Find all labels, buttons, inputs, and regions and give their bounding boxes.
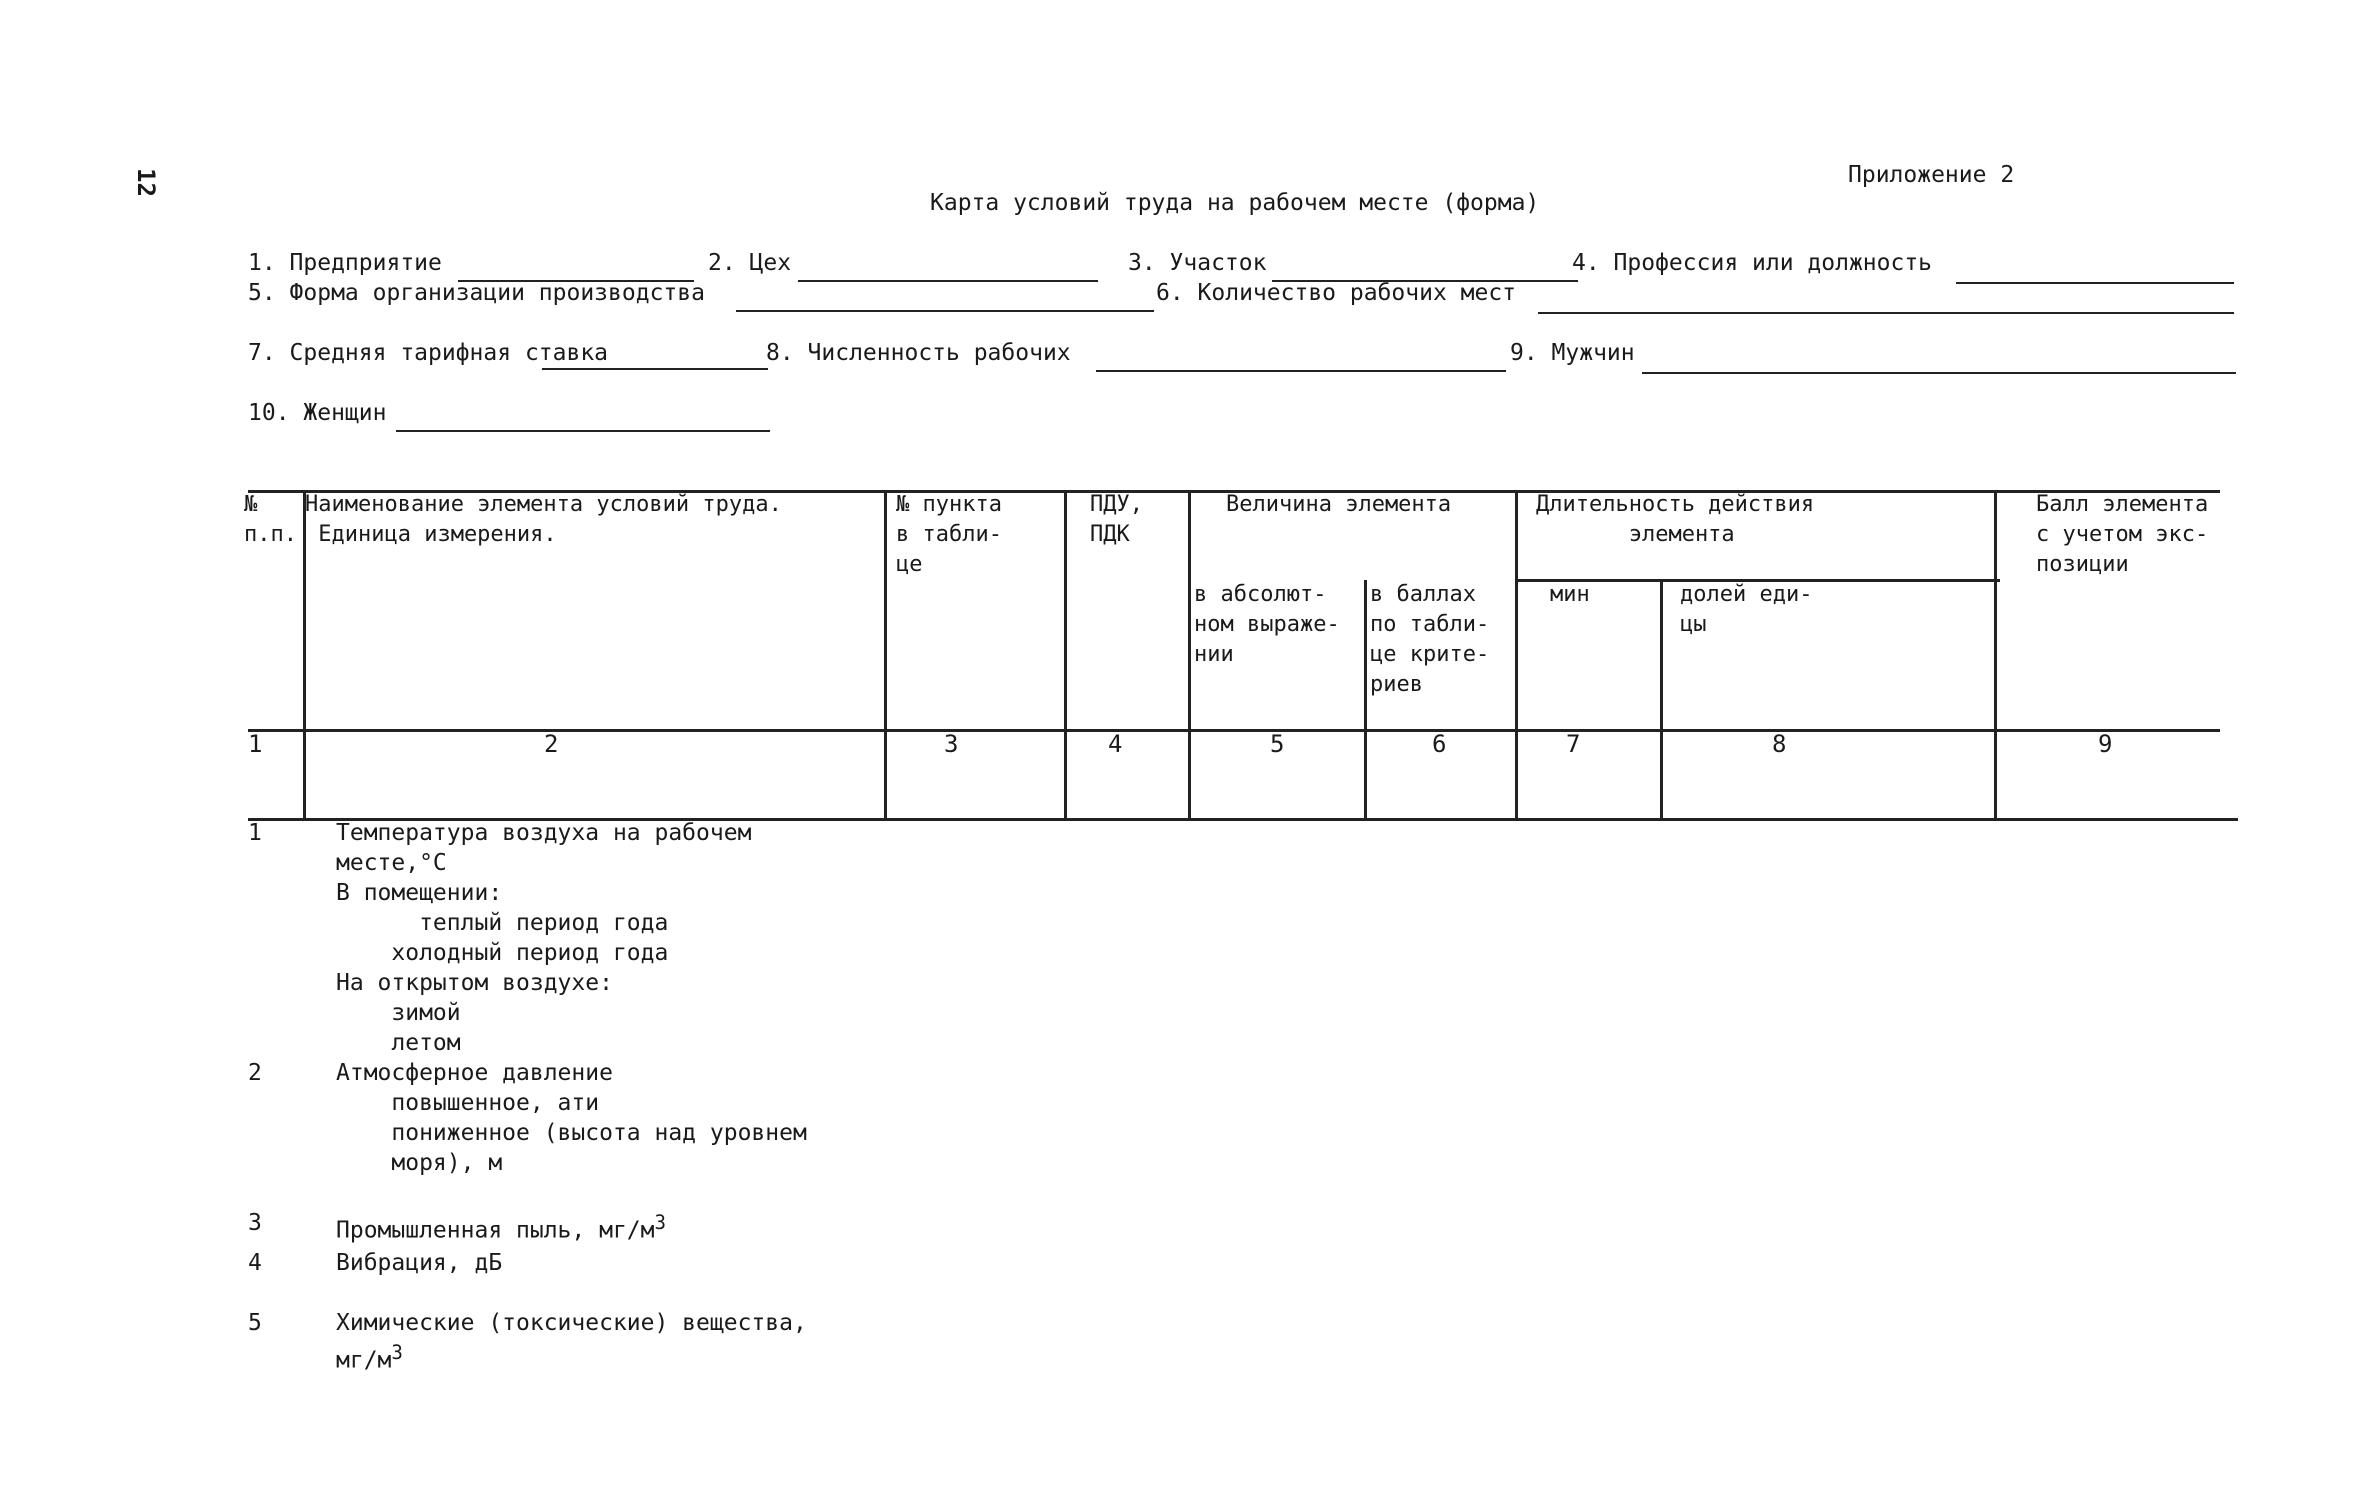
col-divider-7: [1660, 580, 1663, 820]
col-divider-2: [884, 490, 887, 820]
column-number-1: 1: [248, 730, 263, 758]
row-2-line-1: Атмосферное давление: [336, 1060, 613, 1086]
appendix-label: Приложение 2: [1848, 162, 2015, 188]
page-number: 12: [132, 168, 160, 197]
row-1-line-2: месте,°С: [336, 850, 447, 876]
row-1-line-3: В помещении:: [336, 880, 503, 906]
row-3-label: Промышленная пыль, мг/м: [336, 1217, 655, 1244]
row-number-1: 1: [248, 820, 262, 846]
row-5-text: Химические (токсические) вещества,: [336, 1310, 807, 1336]
page-title: Карта условий труда на рабочем месте (форма): [930, 190, 1540, 216]
row-2-line-4: моря), м: [336, 1150, 503, 1176]
field-women-label: 10. Женщин: [248, 400, 387, 426]
row-1-line-4: теплый период года: [336, 910, 669, 936]
column-number-8: 8: [1772, 730, 1787, 758]
field-men-label: 9. Мужчин: [1510, 340, 1635, 366]
field-section-label: 3. Участок: [1128, 250, 1267, 276]
row-2-line-3: пониженное (высота над уровнем: [336, 1120, 807, 1146]
row-number-5: 5: [248, 1310, 262, 1336]
column-number-3: 3: [944, 730, 959, 758]
row-5-superscript: 3: [391, 1341, 403, 1364]
header-absolute: в абсолют- ном выраже- нии: [1194, 582, 1340, 667]
row-5-text-2: [336, 1338, 403, 1376]
header-score: Балл элемента с учетом экс- позиции: [2036, 492, 2209, 577]
field-organization-line[interactable]: [736, 310, 1154, 312]
row-number-4: 4: [248, 1250, 262, 1276]
col-divider-3: [1064, 490, 1067, 820]
field-profession-line[interactable]: [1956, 282, 2234, 284]
field-enterprise-label: 1. Предприятие: [248, 250, 442, 276]
row-number-3: 3: [248, 1210, 262, 1236]
field-workplaces-line[interactable]: [1538, 312, 2234, 314]
row-2-line-2: повышенное, ати: [336, 1090, 600, 1116]
field-workers-label: 8. Численность рабочих: [766, 340, 1071, 366]
header-name: Наименование элемента условий труда. Единица измерения.: [305, 492, 782, 547]
row-3-superscript: 3: [654, 1211, 667, 1234]
field-workers-line[interactable]: [1096, 370, 1506, 372]
row-1-line-5: холодный период года: [336, 940, 669, 966]
header-share: долей еди- цы: [1680, 582, 1813, 637]
col-divider-8: [1994, 490, 1997, 820]
row-1-line-1: Температура воздуха на рабочем: [336, 820, 752, 846]
field-profession-label: 4. Профессия или должность: [1572, 250, 1933, 276]
column-number-4: 4: [1108, 730, 1123, 758]
field-workplaces-label: 6. Количество рабочих мест: [1156, 280, 1517, 306]
row-3-text: [336, 1208, 666, 1246]
column-number-5: 5: [1270, 730, 1285, 758]
col-divider-4: [1188, 490, 1191, 820]
row-1-line-7: зимой: [336, 1000, 461, 1026]
field-tariff-label: 7. Средняя тарифная ставка: [248, 340, 609, 366]
row-1-line-6: На открытом воздухе:: [336, 970, 613, 996]
header-duration: Длительность действия элемента: [1536, 492, 1815, 547]
field-shop-line[interactable]: [798, 280, 1098, 282]
row-number-2: 2: [248, 1060, 262, 1086]
field-men-line[interactable]: [1642, 372, 2236, 374]
field-tariff-line[interactable]: [542, 368, 768, 370]
header-minutes: мин: [1550, 582, 1590, 607]
col-divider-6: [1515, 490, 1518, 820]
row-4-text: Вибрация, дБ: [336, 1250, 503, 1276]
field-women-line[interactable]: [396, 430, 770, 432]
column-number-6: 6: [1432, 730, 1447, 758]
header-no: № п.п.: [244, 492, 297, 547]
row-1-line-8: летом: [336, 1030, 461, 1056]
col-divider-5: [1364, 580, 1367, 820]
header-item: № пункта в табли- це: [896, 492, 1002, 577]
header-points: в баллах по табли- це крите- риев: [1370, 582, 1490, 697]
column-number-9: 9: [2098, 730, 2113, 758]
column-number-7: 7: [1566, 730, 1581, 758]
column-number-2: 2: [544, 730, 559, 758]
field-organization-label: 5. Форма организации производства: [248, 280, 705, 306]
header-pdu: ПДУ, ПДК: [1090, 492, 1143, 547]
field-shop-label: 2. Цех: [708, 250, 792, 276]
row-5-unit: мг/м: [336, 1347, 392, 1374]
header-value: Величина элемента: [1226, 492, 1452, 517]
